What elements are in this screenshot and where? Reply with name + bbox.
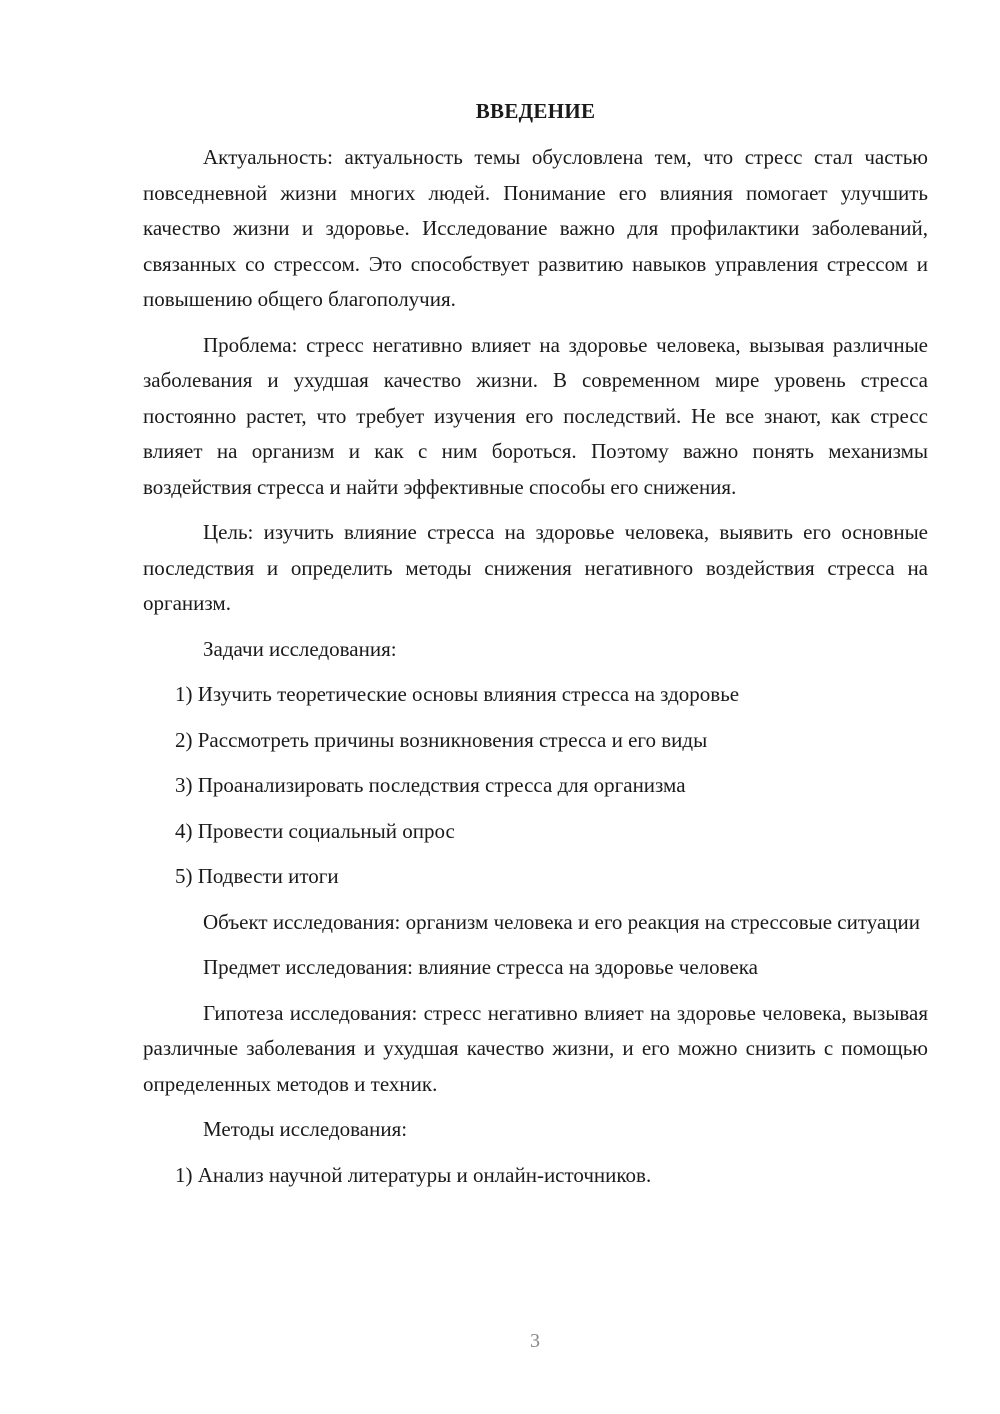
list-item: 1) Анализ научной литературы и онлайн-источников.: [175, 1162, 652, 1187]
paragraph-relevance: Актуальность: актуальность темы обусловлена тем, что стресс стал частью повседневной жизни многих людей. Понимание его влияния помогает улучшить качество жизни и здоровье. Исследование важно для профилактики заболеваний, связанных со стрессом. Это способствует развитию навыков управления стрессом и повышению общего благополучия.: [143, 145, 928, 311]
methods-heading: Методы исследования:: [203, 1117, 408, 1141]
paragraph-hypothesis: Гипотеза исследования: стресс негативно влияет на здоровье человека, вызывая различные заболевания и ухудшая качество жизни, и его можно снизить с помощью определенных методов и техник.: [143, 1000, 928, 1096]
paragraph-goal: Цель: изучить влияние стресса на здоровье человека, выявить его основные последствия и определить методы снижения негативного воздействия стресса на организм.: [143, 520, 928, 615]
list-item: 1) Изучить теоретические основы влияния стресса на здоровье: [175, 682, 740, 706]
document-page: [143, 94, 928, 1203]
methods-list: [143, 1158, 928, 1194]
list-item: 3) Проанализировать последствия стресса для организма: [175, 773, 686, 797]
tasks-heading: Задачи исследования:: [203, 636, 397, 661]
paragraph-problem: Проблема: стресс негативно влияет на здоровье человека, вызывая различные заболевания и ухудшая качество жизни. В современном мире уровень стресса постоянно растет, что требует изучения его последствий. Не все знают, как стресс влияет на организм и как с ним бороться. Поэтому важно понять механизмы воздействия стресса и найти эффективные способы его снижения.: [143, 332, 928, 499]
paragraph-object: Объект исследования: организм человека и его реакция на стрессовые ситуации: [203, 909, 921, 934]
tasks-list: [143, 677, 928, 895]
page-number: 3: [530, 1330, 540, 1352]
paragraph-subject: Предмет исследования: влияние стресса на здоровье человека: [203, 955, 758, 979]
list-item: 4) Провести социальный опрос: [175, 818, 455, 843]
list-item: 2) Рассмотреть причины возникновения стресса и его виды: [175, 727, 708, 752]
list-item: 5) Подвести итоги: [175, 864, 339, 888]
page-title: ВВЕДЕНИЕ: [475, 99, 596, 123]
